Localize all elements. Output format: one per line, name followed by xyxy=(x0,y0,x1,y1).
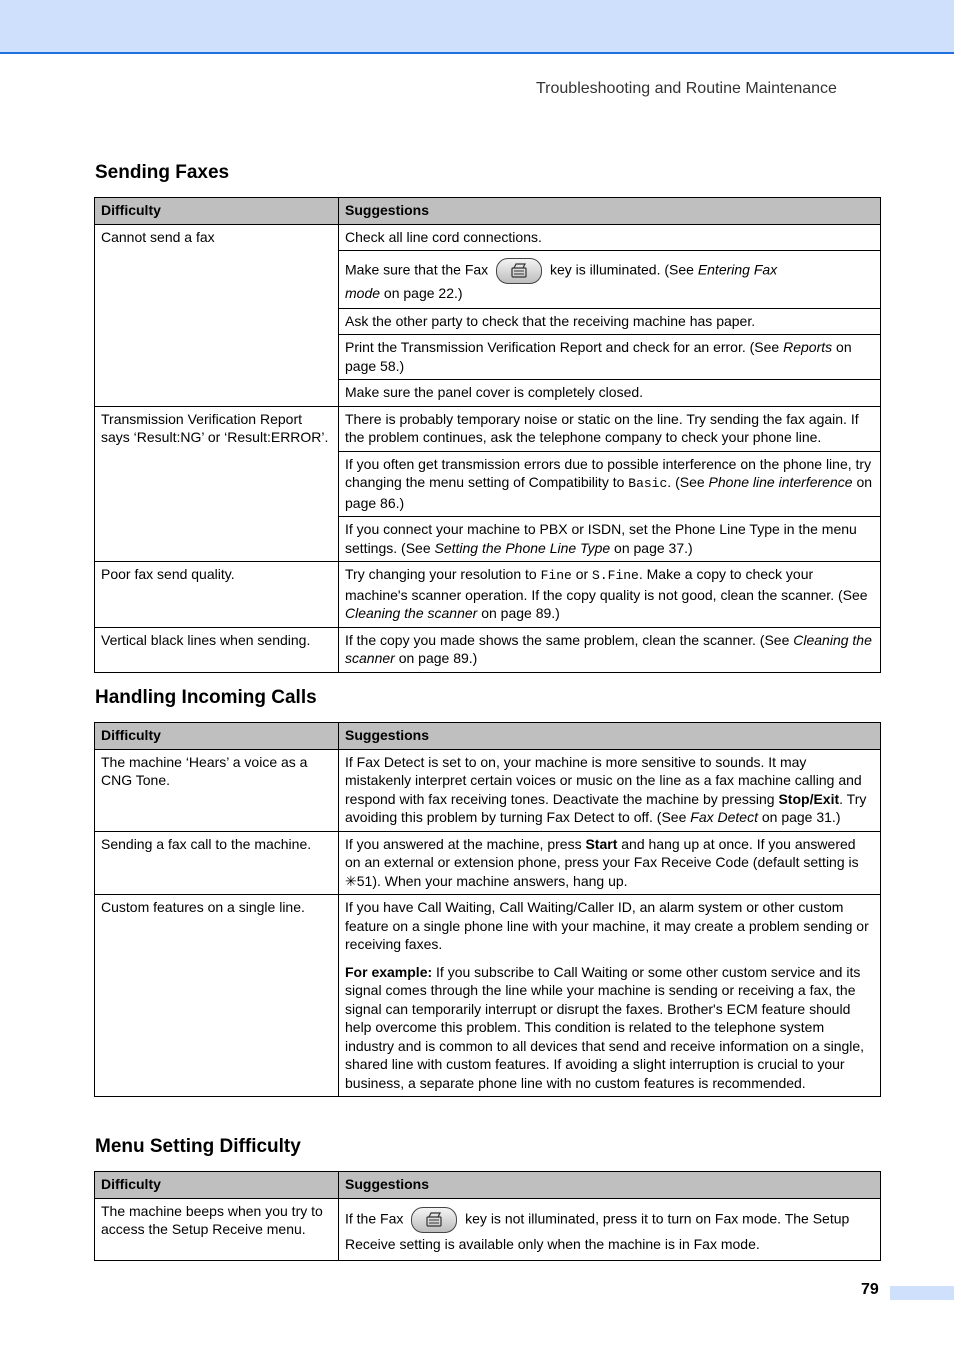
menu-value: Fine xyxy=(540,568,572,583)
text: Print the Transmission Verification Report and check for an error. (See xyxy=(345,339,780,355)
fax-key-icon xyxy=(411,1207,457,1233)
table-header-row xyxy=(95,723,881,750)
receive-code: ✳51 xyxy=(345,872,373,889)
paragraph: If you have Call Waiting, Call Waiting/Caller ID, an alarm system or other custom feature on a single phone line with your machine, it may create a problem sending or receiving faxes. xyxy=(345,899,869,952)
difficulty-cell: Transmission Verification Report says ‘Result:NG’ or ‘Result:ERROR’. xyxy=(95,406,339,562)
menu-value: S.Fine xyxy=(592,568,639,583)
text: on page 89.) xyxy=(398,650,478,666)
text: on page 22.) xyxy=(383,285,463,301)
paragraph xyxy=(345,963,874,1093)
col-header-difficulty: Difficulty xyxy=(95,1172,339,1199)
text: on page 37.) xyxy=(614,539,693,556)
table-incoming-calls xyxy=(94,722,881,1097)
difficulty-cell: Custom features on a single line. xyxy=(95,895,339,1097)
reference: Setting the Phone Line Type xyxy=(434,539,611,556)
suggestion-cell: Ask the other party to check that the receiving machine has paper. xyxy=(339,308,881,335)
footer-band xyxy=(890,1286,954,1300)
text: on page 31.) xyxy=(761,809,841,825)
reference: Entering Fax xyxy=(697,261,778,278)
section-title-sending-faxes: Sending Faxes xyxy=(95,162,230,183)
section-title-menu-setting: Menu Setting Difficulty xyxy=(95,1136,301,1157)
text: key is illuminated. (See xyxy=(549,261,694,278)
text: on page 89.) xyxy=(481,605,560,621)
text: or xyxy=(575,566,589,582)
suggestion-cell xyxy=(339,451,881,517)
table-row xyxy=(95,406,881,451)
table-row xyxy=(95,831,881,895)
suggestion-cell xyxy=(339,517,881,562)
suggestion-cell xyxy=(339,627,881,672)
reference: Reports xyxy=(783,339,833,355)
text: . (See xyxy=(667,474,705,490)
running-title: Troubleshooting and Routine Maintenance xyxy=(536,80,837,97)
difficulty-cell: The machine beeps when you try to access the Setup Receive menu. xyxy=(95,1198,339,1260)
table-row xyxy=(95,627,881,672)
key-name: Stop/Exit xyxy=(778,790,840,807)
table-sending-faxes xyxy=(94,197,881,673)
suggestion-cell xyxy=(339,749,881,831)
text: on page 86.) xyxy=(345,474,873,511)
suggestion-cell xyxy=(339,895,881,1097)
page-number: 79 xyxy=(861,1281,879,1298)
reference: Cleaning the scanner xyxy=(345,605,478,621)
difficulty-cell: Sending a fax call to the machine. xyxy=(95,831,339,895)
text: If you subscribe to Call Waiting or some other custom service and its signal comes through the line while your machine is sending or receiving a fax, the signal can temporarily interrupt or disrupt the faxes. Brother's ECM feature should help overcome this problem. This condition is related to the telephone system industry and is common to all devices that send and receive information on a single, shared line with custom features. If avoiding a slight interruption is crucial to your business, a separate phone line with no custom features is recommended. xyxy=(345,963,865,1091)
col-header-suggestions: Suggestions xyxy=(339,723,881,750)
reference: mode xyxy=(345,285,381,301)
table-row xyxy=(95,1198,881,1260)
suggestion-cell xyxy=(339,251,881,309)
text: If you connect your machine to PBX or ISDN, set the Phone Line Type in the menu settings. (See xyxy=(345,521,857,556)
table-header-row xyxy=(95,1172,881,1199)
text: key is not illuminated, press it to turn on Fax mode. The Setup Receive setting is available only when the machine is in Fax mode. xyxy=(345,1210,850,1252)
col-header-difficulty: Difficulty xyxy=(95,198,339,225)
suggestion-cell: There is probably temporary noise or static on the line. Try sending the fax again. If the problem continues, ask the telephone company to check your phone line. xyxy=(339,406,881,451)
col-header-difficulty: Difficulty xyxy=(95,723,339,750)
text: Try changing your resolution to xyxy=(345,566,537,582)
difficulty-cell: Vertical black lines when sending. xyxy=(95,627,339,672)
text: If Fax Detect is set to on, your machine is more sensitive to sounds. It may mistakenly interpret certain voices or music on the line as a fax machine calling and respond with fax receiving tones. Deactivate the machine by pressing xyxy=(345,753,862,807)
col-header-suggestions: Suggestions xyxy=(339,198,881,225)
suggestion-cell xyxy=(339,831,881,895)
suggestion-cell xyxy=(339,562,881,628)
suggestion-cell: Check all line cord connections. xyxy=(339,224,881,251)
table-row xyxy=(95,895,881,1097)
text: If the copy you made shows the same problem, clean the scanner. (See xyxy=(345,631,790,648)
text: Make sure that the Fax xyxy=(345,261,489,278)
reference: Cleaning the scanner xyxy=(345,631,872,666)
table-row xyxy=(95,224,881,251)
difficulty-cell: Cannot send a fax xyxy=(95,224,339,406)
fax-key-icon xyxy=(496,258,542,284)
difficulty-cell: Poor fax send quality. xyxy=(95,562,339,628)
text: . Make a copy to check your machine's scanner operation. If the copy quality is not good, clean the scanner. (See xyxy=(345,566,868,603)
text: . Try avoiding this problem by turning Fax Detect to off. (See xyxy=(345,790,867,825)
col-header-suggestions: Suggestions xyxy=(339,1172,881,1199)
menu-value: Basic xyxy=(628,476,668,491)
text: If you often get transmission errors due to possible interference on the phone line, try changing the menu setting of Compatibility to xyxy=(345,455,872,490)
table-row xyxy=(95,749,881,831)
table-menu-setting xyxy=(94,1171,881,1261)
text: If the Fax xyxy=(345,1210,404,1227)
header-band xyxy=(0,0,954,54)
suggestion-cell xyxy=(339,1198,881,1260)
text: ). When your machine answers, hang up. xyxy=(372,872,628,889)
difficulty-cell: The machine ‘Hears’ a voice as a CNG Tone. xyxy=(95,749,339,831)
section-title-incoming-calls: Handling Incoming Calls xyxy=(95,687,317,708)
text: and hang up at once. If you answered on an external or extension phone, press your Fax Receive Code (default setting is xyxy=(345,835,859,870)
reference: Fax Detect xyxy=(690,809,758,825)
suggestion-cell: Make sure the panel cover is completely closed. xyxy=(339,380,881,407)
table-header-row xyxy=(95,198,881,225)
text: If you answered at the machine, press xyxy=(345,835,582,852)
table-row xyxy=(95,562,881,628)
example-label: For example: xyxy=(345,963,433,980)
key-name: Start xyxy=(585,835,618,852)
text: on page 58.) xyxy=(345,339,852,374)
reference: Phone line interference xyxy=(708,474,853,490)
suggestion-cell xyxy=(339,335,881,380)
